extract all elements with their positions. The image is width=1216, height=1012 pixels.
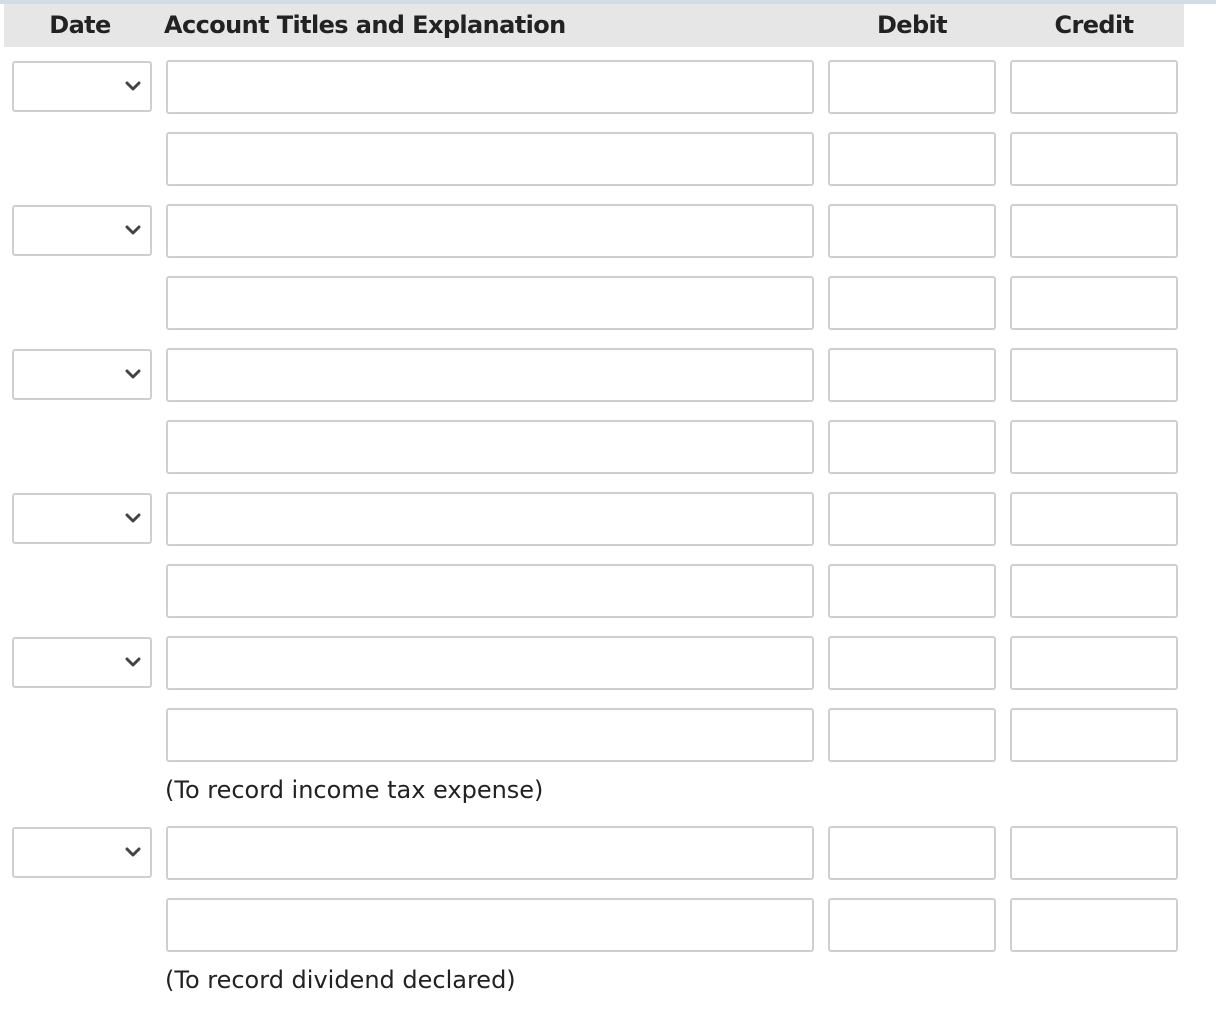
credit-input[interactable] [1010,204,1178,258]
debit-input[interactable] [828,636,996,690]
credit-input[interactable] [1010,898,1178,952]
header-account-titles: Account Titles and Explanation [164,11,566,39]
debit-input[interactable] [828,276,996,330]
account-title-input[interactable] [166,420,814,474]
debit-input[interactable] [828,348,996,402]
journal-row [0,708,1216,762]
debit-input[interactable] [828,60,996,114]
debit-input[interactable] [828,420,996,474]
credit-input[interactable] [1010,826,1178,880]
journal-row [0,348,1216,402]
account-title-input[interactable] [166,492,814,546]
credit-input[interactable] [1010,348,1178,402]
chevron-down-icon [122,219,144,241]
debit-input[interactable] [828,132,996,186]
journal-row [0,564,1216,618]
account-title-input[interactable] [166,276,814,330]
journal-row [0,276,1216,330]
debit-input[interactable] [828,204,996,258]
debit-input[interactable] [828,898,996,952]
credit-input[interactable] [1010,708,1178,762]
credit-input[interactable] [1010,420,1178,474]
entry-explanation: (To record dividend declared) [165,966,516,994]
account-title-input[interactable] [166,636,814,690]
journal-row [0,826,1216,880]
chevron-down-icon [122,841,144,863]
journal-row [0,204,1216,258]
account-title-input[interactable] [166,826,814,880]
debit-input[interactable] [828,708,996,762]
journal-row [0,132,1216,186]
account-title-input[interactable] [166,132,814,186]
account-title-input[interactable] [166,204,814,258]
header-credit: Credit [1054,11,1134,39]
debit-input[interactable] [828,564,996,618]
chevron-down-icon [122,651,144,673]
journal-row [0,60,1216,114]
debit-input[interactable] [828,826,996,880]
chevron-down-icon [122,75,144,97]
header-debit: Debit [876,11,948,39]
chevron-down-icon [122,507,144,529]
account-title-input[interactable] [166,708,814,762]
account-title-input[interactable] [166,564,814,618]
chevron-down-icon [122,363,144,385]
journal-row [0,636,1216,690]
account-title-input[interactable] [166,60,814,114]
journal-header [4,4,1184,47]
header-date: Date [49,11,111,39]
entry-explanation: (To record income tax expense) [165,776,544,804]
credit-input[interactable] [1010,564,1178,618]
journal-row [0,420,1216,474]
debit-input[interactable] [828,492,996,546]
credit-input[interactable] [1010,492,1178,546]
journal-row [0,492,1216,546]
account-title-input[interactable] [166,348,814,402]
credit-input[interactable] [1010,636,1178,690]
credit-input[interactable] [1010,132,1178,186]
credit-input[interactable] [1010,276,1178,330]
journal-row [0,898,1216,952]
credit-input[interactable] [1010,60,1178,114]
account-title-input[interactable] [166,898,814,952]
